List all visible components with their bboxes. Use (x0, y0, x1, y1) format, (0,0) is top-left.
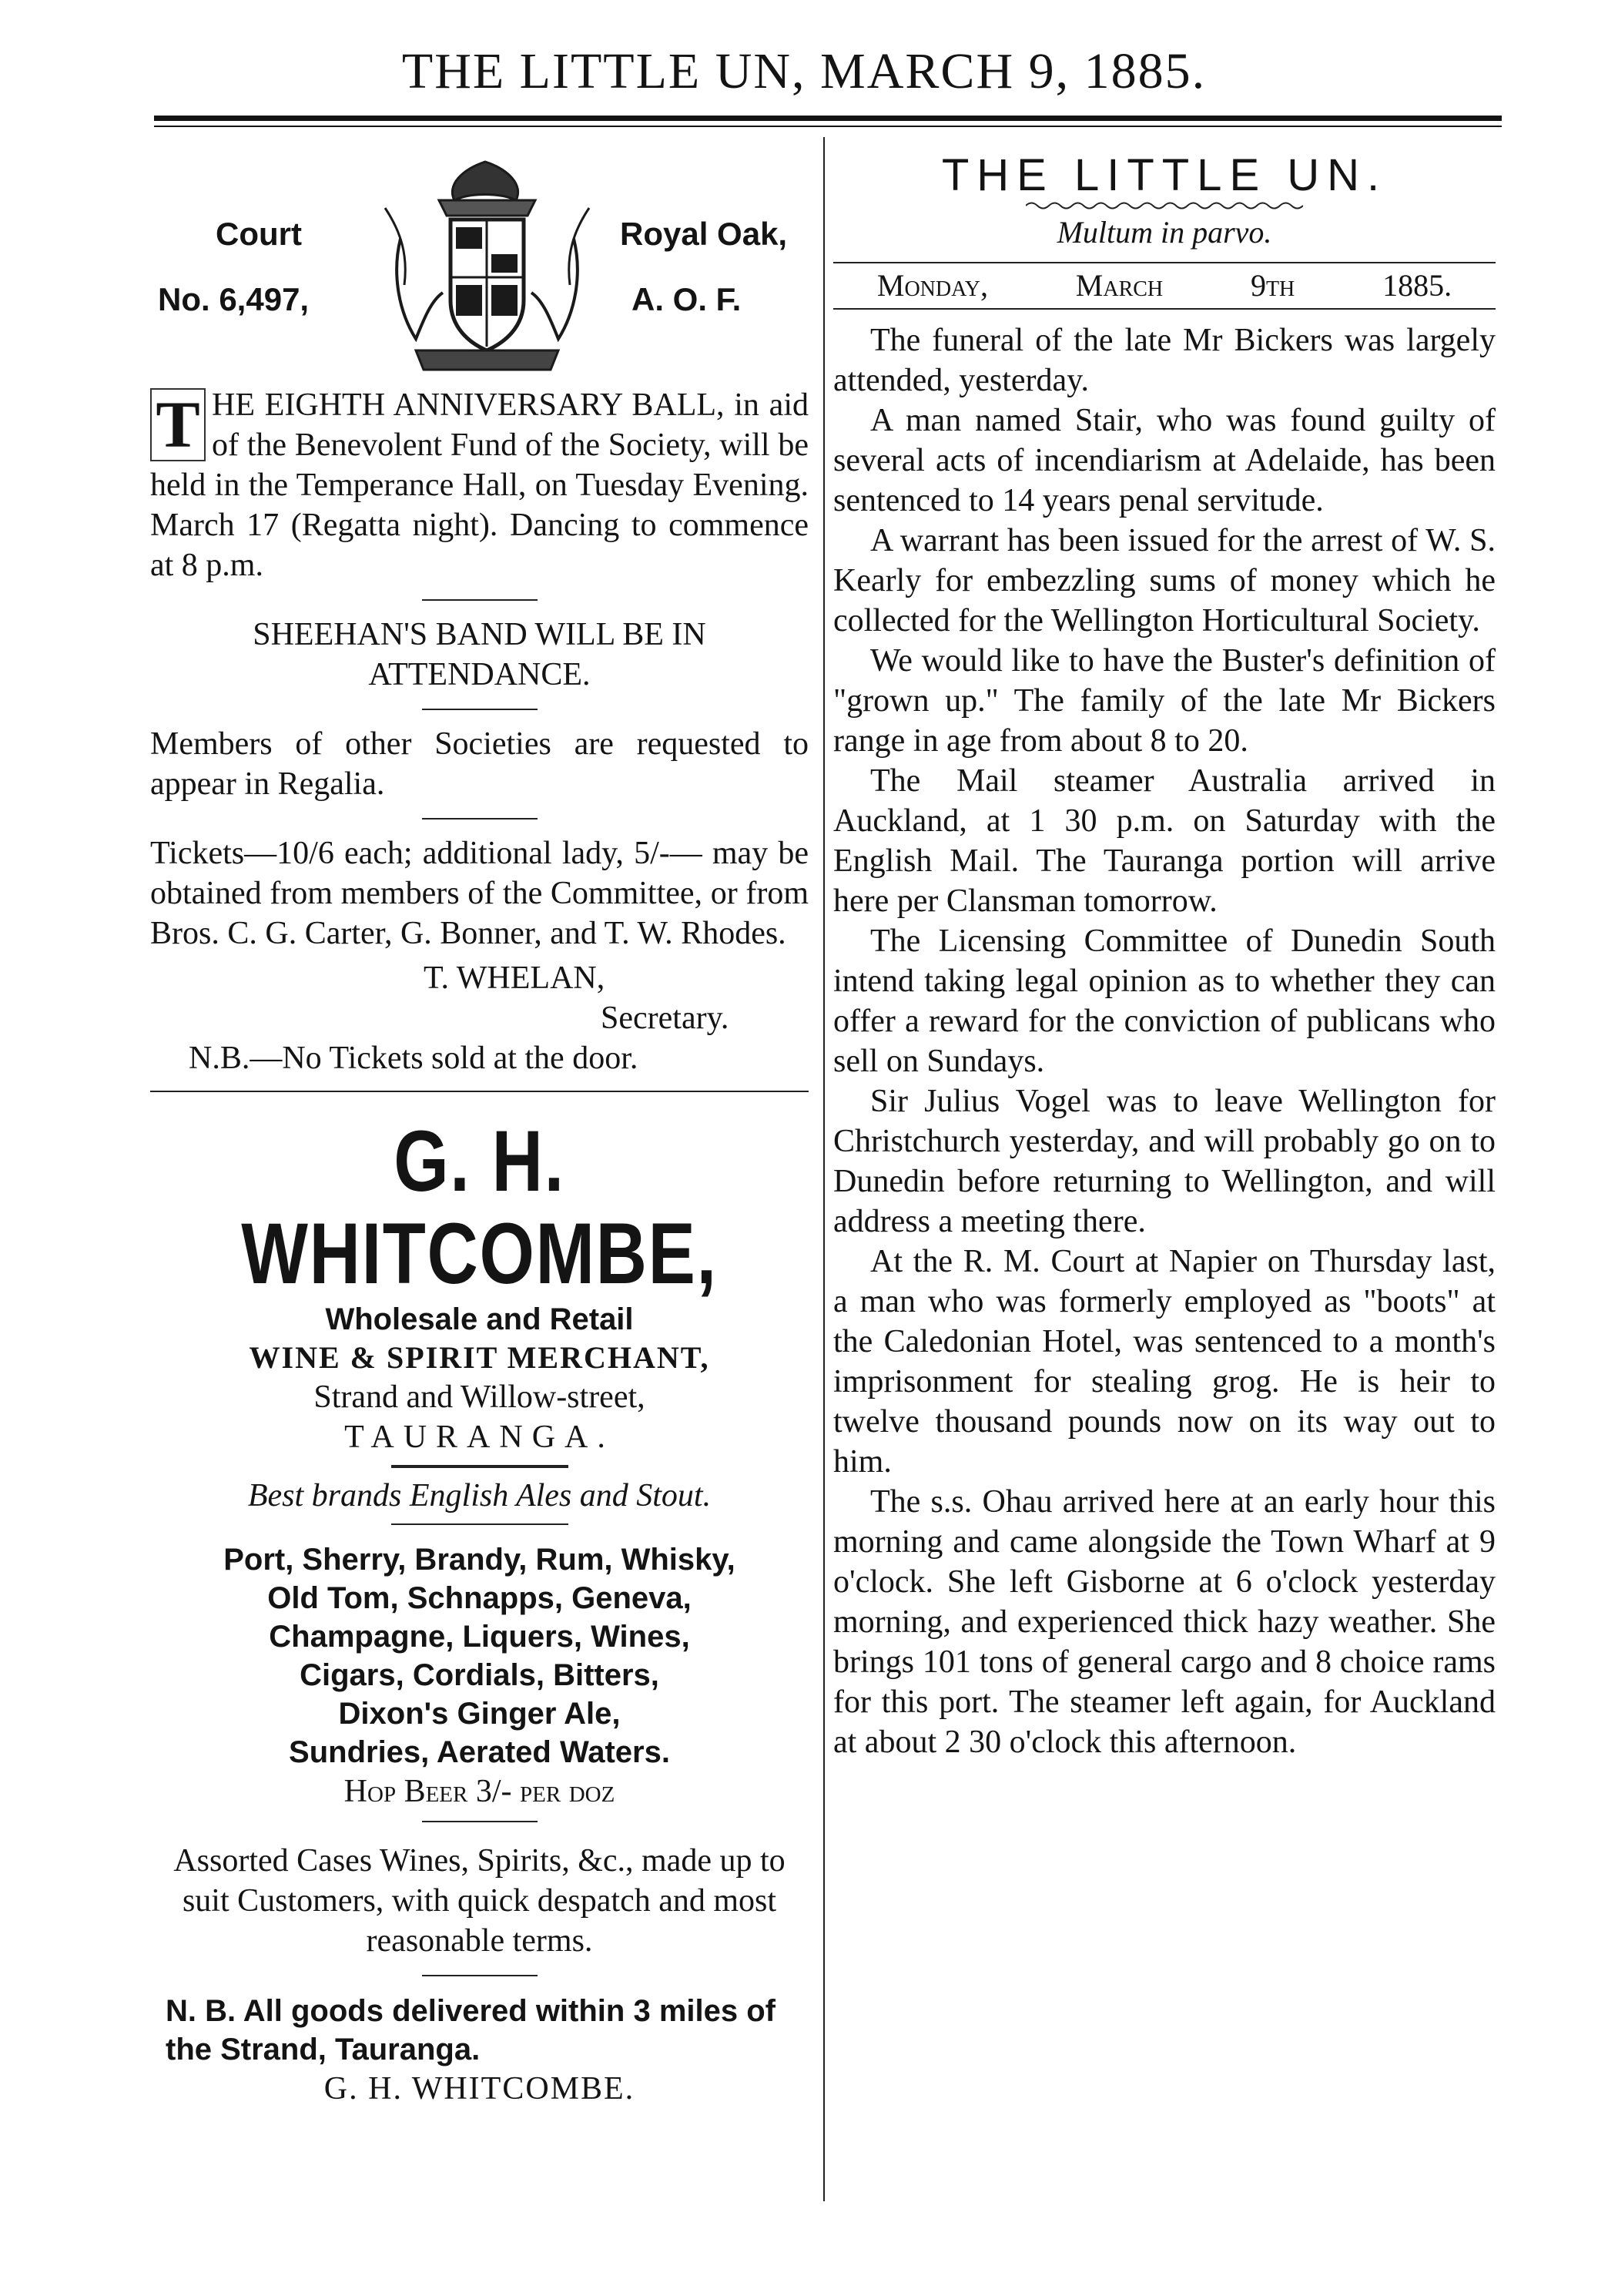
court-lodge-name: Royal Oak, (620, 216, 788, 252)
news-item: The funeral of the late Mr Bickers was largely attended, yesterday. (833, 323, 1496, 398)
product-line: Port, Sherry, Brandy, Rum, Whisky, (223, 1543, 735, 1577)
news-item: At the R. M. Court at Napier on Thursday last, a man who was formerly employed as "boots" at the Caledonian Hotel, was sentenced to a month's imprisonment for stealing grog. He is heir to twelve thousand pounds now on its way out to him. (833, 1244, 1496, 1480)
court-order: A. O. F. (631, 281, 742, 317)
regalia-notice: Members of other Societies are requested to appear in Regalia. (150, 726, 809, 802)
date-date: 9th (1250, 268, 1295, 303)
whitcombe-name: G. H. WHITCOMBE, (241, 1113, 718, 1302)
court-number: No. 6,497, (158, 281, 310, 317)
short-rule (422, 818, 538, 820)
date-day: Monday, (876, 268, 988, 303)
ball-text: HE EIGHTH ANNIVERSARY BALL, in aid of the Benevolent Fund of the Society, will be held in the Temperance Hall, on Tuesday Evening. March 17 (Regatta night). Dancing to commence at 8 p.m. (150, 387, 809, 583)
news-item: We would like to have the Buster's definition of "grown up." The family of the late Mr Bickers range in age from about 8 to 20. (833, 643, 1496, 759)
whitcombe-line4: TAURANGA. (344, 1419, 615, 1455)
ball-announcement (150, 385, 809, 585)
secretary-title: Secretary. (601, 1001, 729, 1036)
whitcombe-line3: Strand and Willow-street, (313, 1379, 645, 1415)
whitcombe-brands: Best brands English Ales and Stout. (247, 1478, 712, 1513)
short-rule (422, 599, 538, 601)
cases-notice: Assorted Cases Wines, Spirits, &c., made up to suit Customers, with quick despatch and most reasonable terms. (173, 1843, 786, 1959)
product-line: Old Tom, Schnapps, Geneva, (267, 1581, 692, 1615)
news-item: The Mail steamer Australia arrived in Auckland, at 1 30 p.m. on Saturday with the English Mail. The Tauranga portion will arrive here per Clansman tomorrow. (833, 763, 1496, 919)
paper-motto: Multum in parvo. (1057, 215, 1272, 250)
hop-beer: Hop Beer 3/- per doz (343, 1774, 615, 1809)
product-line: Champagne, Liquers, Wines, (269, 1620, 690, 1654)
wavy-rule (1026, 200, 1303, 211)
news-item: A warrant has been issued for the arrest of W. S. Kearly for embezzling sums of money which he collected for the Wellington Horticultural Society. (833, 523, 1496, 639)
date-line (833, 262, 1496, 310)
right-column (833, 146, 1496, 1762)
delivery-notice: N. B. All goods delivered within 3 miles of the Strand, Tauranga. (166, 1994, 776, 2066)
whitcombe-signature: G. H. WHITCOMBE. (323, 2071, 635, 2107)
news-item: Sir Julius Vogel was to leave Wellington for Christchurch yesterday, and will probably go on to Dunedin before returning to Wellington, and will address a meeting there. (833, 1084, 1496, 1239)
paper-title: THE LITTLE UN. (941, 150, 1388, 200)
date-year: 1885. (1382, 268, 1452, 303)
ball-nb: N.B.—No Tickets sold at the door. (189, 1041, 638, 1076)
product-line: Cigars, Cordials, Bitters, (300, 1658, 659, 1692)
news-item: The s.s. Ohau arrived here at an early hour this morning and came alongside the Town Wharf at 9 o'clock. She left Gisborne at 6 o'clock yesterday morning, and experienced thick hazy weather. She brings 101 tons of general cargo and 8 choice rams for this port. The steamer left again, for Auckland at about 2 30 o'clock this afternoon. (833, 1484, 1496, 1760)
masthead-rule-thick (154, 116, 1502, 121)
court-header (150, 154, 809, 385)
whitcombe-line2: WINE & SPIRIT MERCHANT, (249, 1340, 710, 1375)
masthead: THE LITTLE UN, MARCH 9, 1885. (401, 43, 1207, 99)
band-notice: SHEEHAN'S BAND WILL BE IN ATTENDANCE. (253, 617, 706, 692)
masthead-rule-thin (154, 126, 1502, 127)
left-column (150, 154, 809, 2109)
coat-of-arms-icon (370, 154, 605, 377)
section-rule (150, 1091, 809, 1092)
dropcap: T (150, 388, 206, 461)
product-line: Sundries, Aerated Waters. (289, 1735, 670, 1769)
short-rule (422, 1975, 538, 1976)
short-rule (391, 1523, 568, 1525)
column-divider (823, 137, 825, 2201)
product-list (150, 1540, 809, 1771)
short-rule (422, 709, 538, 710)
court-label: Court (216, 216, 302, 252)
whitcombe-line1: Wholesale and Retail (325, 1302, 634, 1336)
news-item: The Licensing Committee of Dunedin South intend taking legal opinion as to whether they can offer a reward for the conviction of publicans who sell on Sundays. (833, 923, 1496, 1079)
secretary-name: T. WHELAN, (424, 960, 605, 996)
tickets-notice: Tickets—10/6 each; additional lady, 5/-— may be obtained from members of the Committee, or from Bros. C. G. Carter, G. Bonner, and T. W. Rhodes. (150, 836, 809, 951)
short-rule (422, 1821, 538, 1822)
date-month: March (1075, 268, 1164, 303)
news-item: A man named Stair, who was found guilty of several acts of incendiarism at Adelaide, has been sentenced to 14 years penal servitude. (833, 403, 1496, 518)
short-rule (391, 1465, 568, 1468)
product-line: Dixon's Ginger Ale, (338, 1697, 621, 1731)
